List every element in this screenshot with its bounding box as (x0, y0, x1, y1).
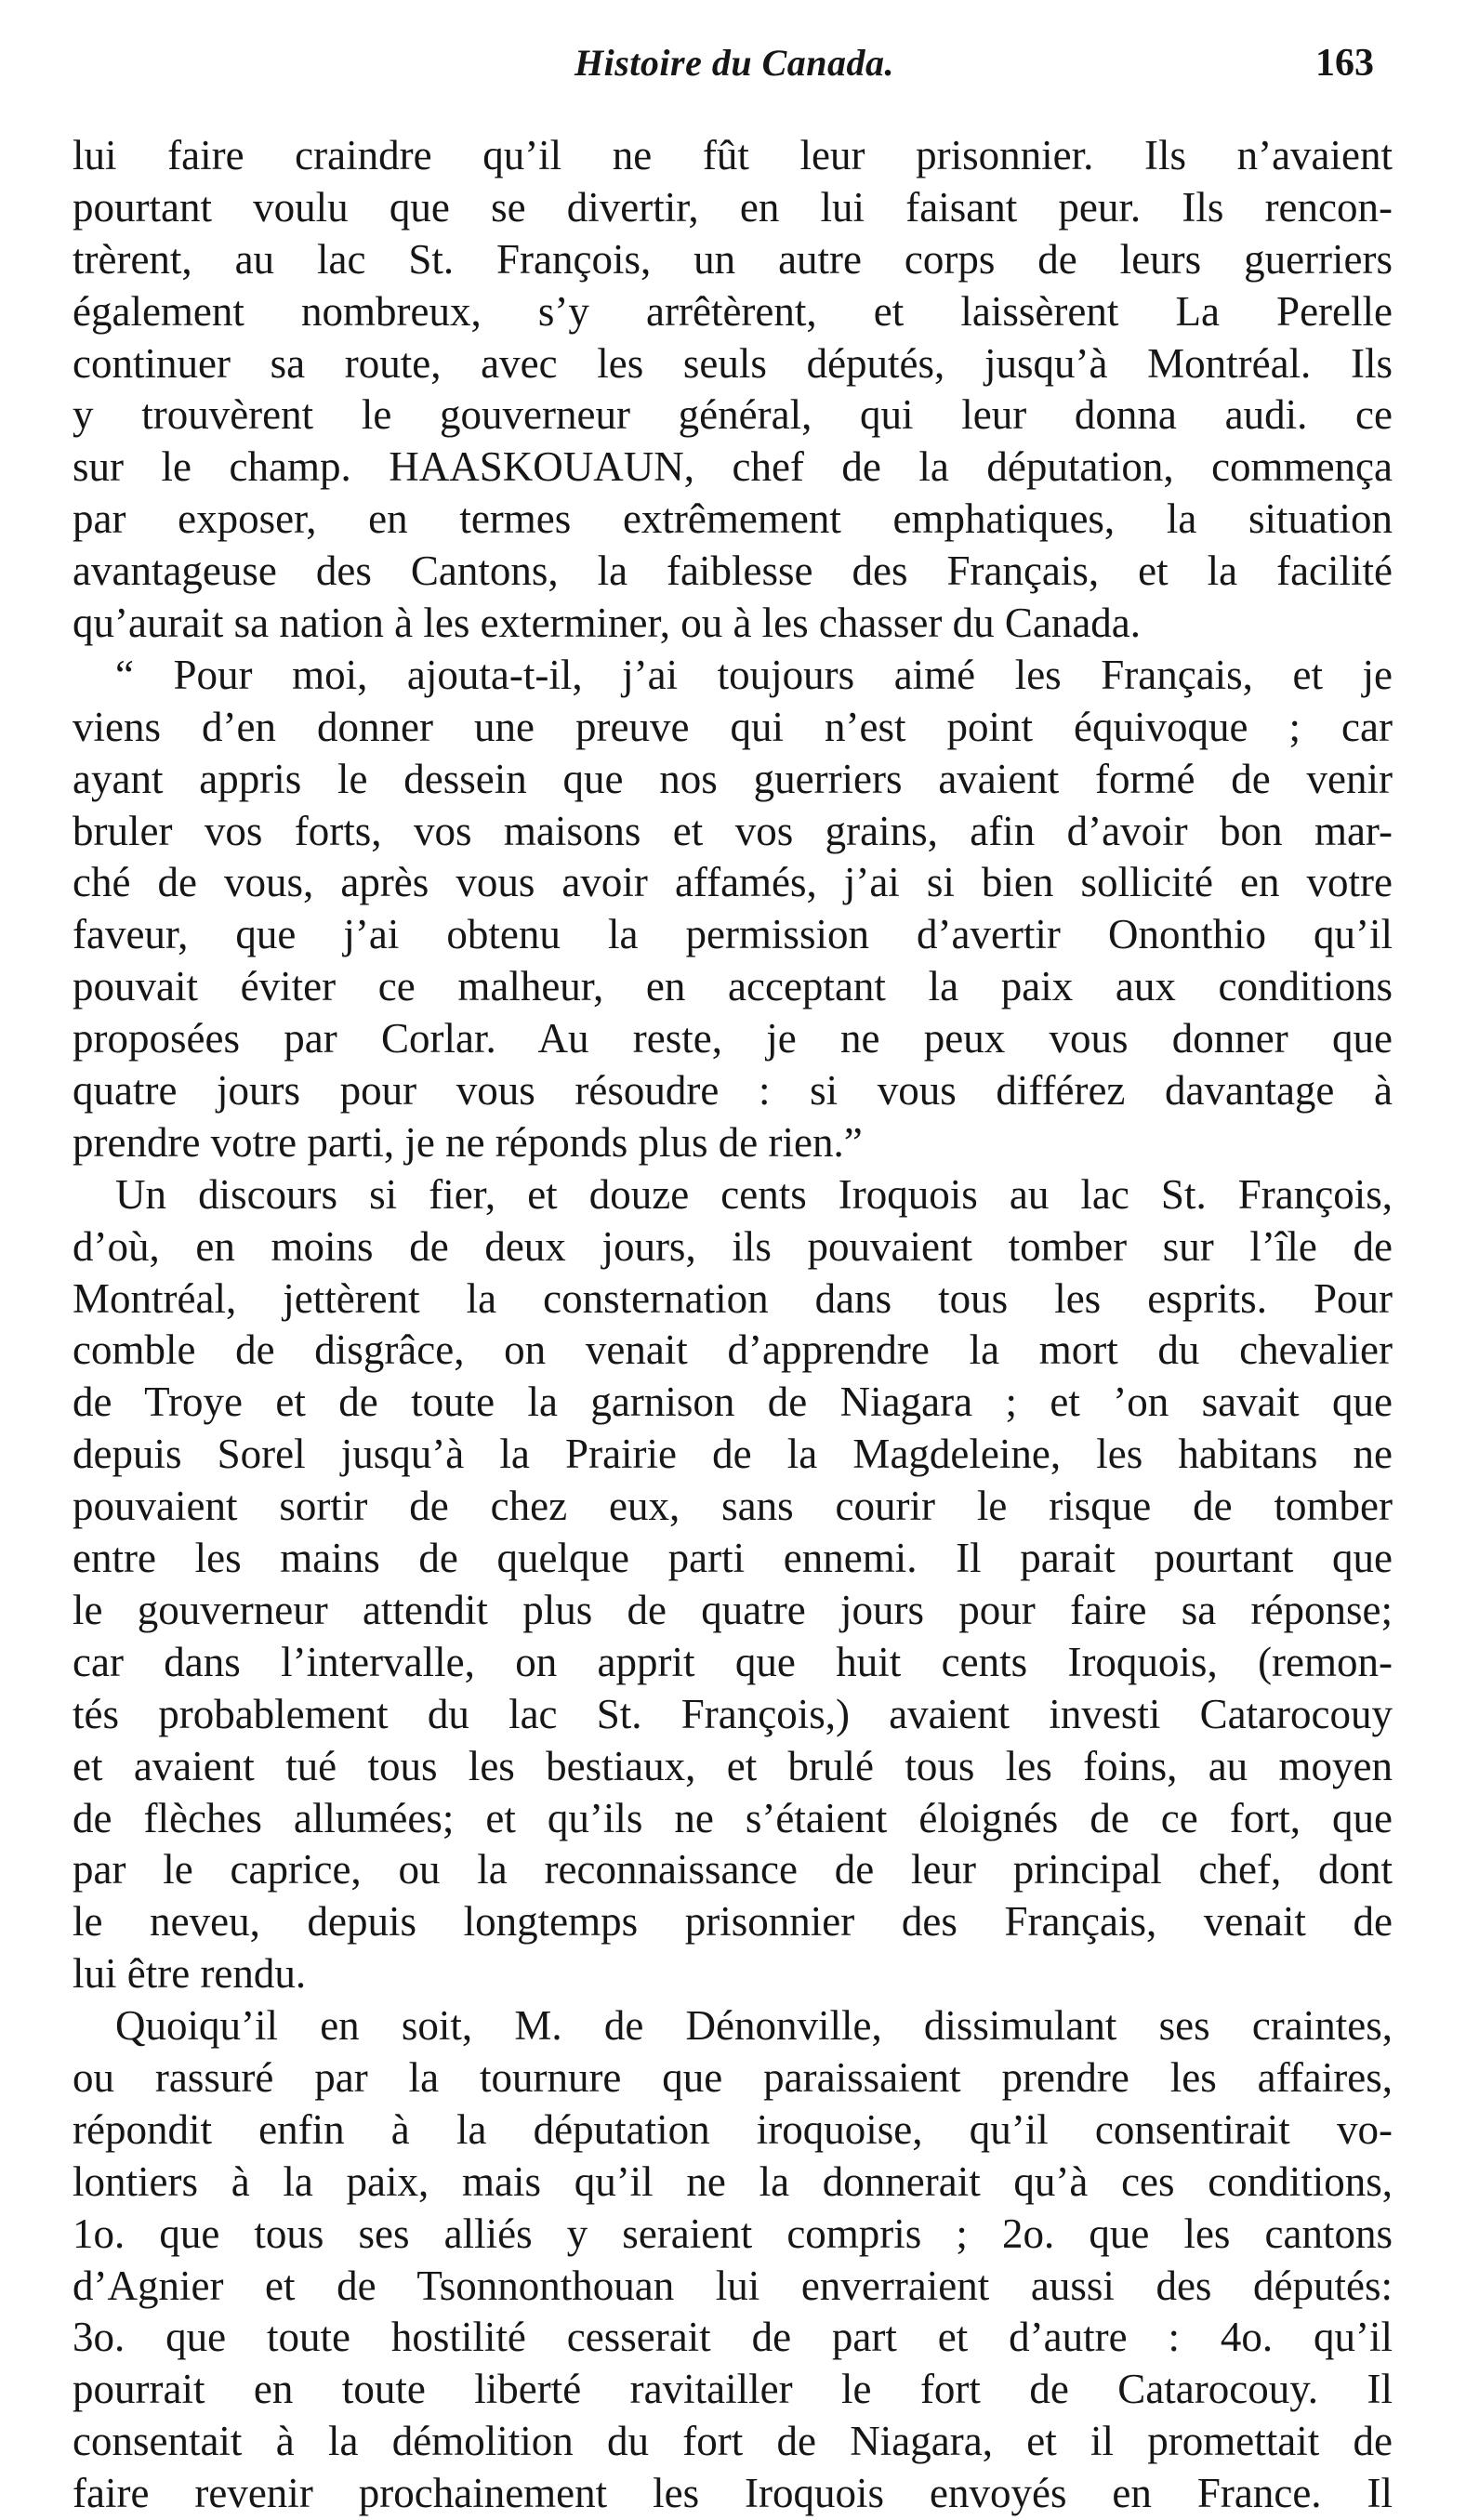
text-line: faveur, que j’ai obtenu la permission d’avertir Ononthio qu’il (73, 911, 1393, 958)
text-line: de flèches allumées; et qu’ils ne s’étaient éloignés de ce fort, que (73, 1794, 1393, 1841)
text-line: “ Pour moi, ajouta-t-il, j’ai toujours aimé les Français, et je (115, 651, 1393, 698)
text-line: faire revenir prochainement les Iroquois envoyés en France. Il (73, 2470, 1393, 2517)
text-line: pourrait en toute liberté ravitailler le fort de Catarocouy. Il (73, 2366, 1393, 2413)
text-line: Un discours si fier, et douze cents Iroquois au lac St. François, (115, 1170, 1393, 1218)
text-line: ou rassuré par la tournure que paraissaient prendre les affaires, (73, 2053, 1393, 2101)
text-line: et avaient tué tous les bestiaux, et brulé tous les foins, au moyen (73, 1742, 1393, 1789)
text-line: ayant appris le dessein que nos guerriers avaient formé de venir (73, 755, 1393, 802)
text-line: bruler vos forts, vos maisons et vos grains, afin d’avoir bon mar- (73, 807, 1393, 854)
text-line: répondit enfin à la députation iroquoise, qu’il consentirait vo- (73, 2105, 1393, 2153)
text-line: viens d’en donner une preuve qui n’est point équivoque ; car (73, 703, 1393, 750)
text-line: entre les mains de quelque parti ennemi. Il parait pourtant que (73, 1535, 1393, 1582)
text-line: avantageuse des Cantons, la faiblesse des Français, et la facilité (73, 548, 1393, 595)
text-line: également nombreux, s’y arrêtèrent, et laissèrent La Perelle (73, 287, 1393, 335)
text-line: consentait à la démolition du fort de Niagara, et il promettait de (73, 2418, 1393, 2465)
page-number: 163 (1315, 42, 1374, 85)
running-title: Histoire du Canada. (575, 42, 895, 84)
text-line: de Troye et de toute la garnison de Niagara ; et ’on savait que (73, 1379, 1393, 1426)
text-line: qu’aurait sa nation à les exterminer, ou à les chasser du Canada. (73, 600, 1142, 647)
text-line: ché de vous, après vous avoir affamés, j’ai si bien sollicité en votre (73, 859, 1393, 906)
text-line: par le caprice, ou la reconnaissance de leur principal chef, dont (73, 1846, 1393, 1893)
text-line: le neveu, depuis longtemps prisonnier des Français, venait de (73, 1898, 1393, 1946)
text-line: sur le champ. HAASKOUAUN, chef de la députation, commença (73, 443, 1393, 491)
text-line: Montréal, jettèrent la consternation dans tous les esprits. Pour (73, 1274, 1393, 1322)
running-head (0, 41, 1466, 97)
text-line: pouvaient sortir de chez eux, sans courir le risque de tomber (73, 1483, 1393, 1530)
text-line: d’Agnier et de Tsonnonthouan lui enverraient aussi des députés: (73, 2262, 1393, 2309)
text-line: le gouverneur attendit plus de quatre jours pour faire sa réponse; (73, 1586, 1393, 1633)
text-line: lui faire craindre qu’il ne fût leur prisonnier. Ils n’avaient (73, 132, 1393, 178)
body-text (73, 130, 1393, 2520)
text-line: Quoiqu’il en soit, M. de Dénonville, dissimulant ses craintes, (115, 2002, 1393, 2050)
text-line: pouvait éviter ce malheur, en acceptant la paix aux conditions (73, 963, 1393, 1010)
text-line: continuer sa route, avec les seuls députés, jusqu’à Montréal. Ils (73, 339, 1393, 387)
text-line: prendre votre parti, je ne réponds plus de rien.” (73, 1118, 863, 1166)
text-line: car dans l’intervalle, on apprit que huit cents Iroquois, (remon- (73, 1638, 1393, 1685)
text-line: 3o. que toute hostilité cesserait de part et d’autre : 4o. qu’il (73, 2314, 1393, 2361)
text-line: quatre jours pour vous résoudre : si vous différez davantage à (73, 1067, 1393, 1115)
text-line: proposées par Corlar. Au reste, je ne peux vous donner que (73, 1015, 1393, 1062)
text-line: depuis Sorel jusqu’à la Prairie de la Magdeleine, les habitans ne (73, 1431, 1393, 1478)
text-line: trèrent, au lac St. François, un autre corps de leurs guerriers (73, 235, 1393, 283)
text-line: tés probablement du lac St. François,) avaient investi Catarocouy (73, 1690, 1393, 1737)
text-line: lontiers à la paix, mais qu’il ne la donnerait qu’à ces conditions, (73, 2157, 1393, 2205)
text-line: d’où, en moins de deux jours, ils pouvaient tomber sur l’île de (73, 1222, 1393, 1270)
text-line: lui être rendu. (73, 1950, 307, 1998)
text-line: par exposer, en termes extrêmement emphatiques, la situation (73, 495, 1393, 543)
text-line: y trouvèrent le gouverneur général, qui leur donna audi. ce (73, 391, 1393, 439)
text-line: comble de disgrâce, on venait d’apprendre la mort du chevalier (73, 1326, 1393, 1374)
text-line: 1o. que tous ses alliés y seraient compris ; 2o. que les cantons (73, 2210, 1393, 2257)
text-line: pourtant voulu que se divertir, en lui faisant peur. Ils rencon- (73, 183, 1393, 231)
